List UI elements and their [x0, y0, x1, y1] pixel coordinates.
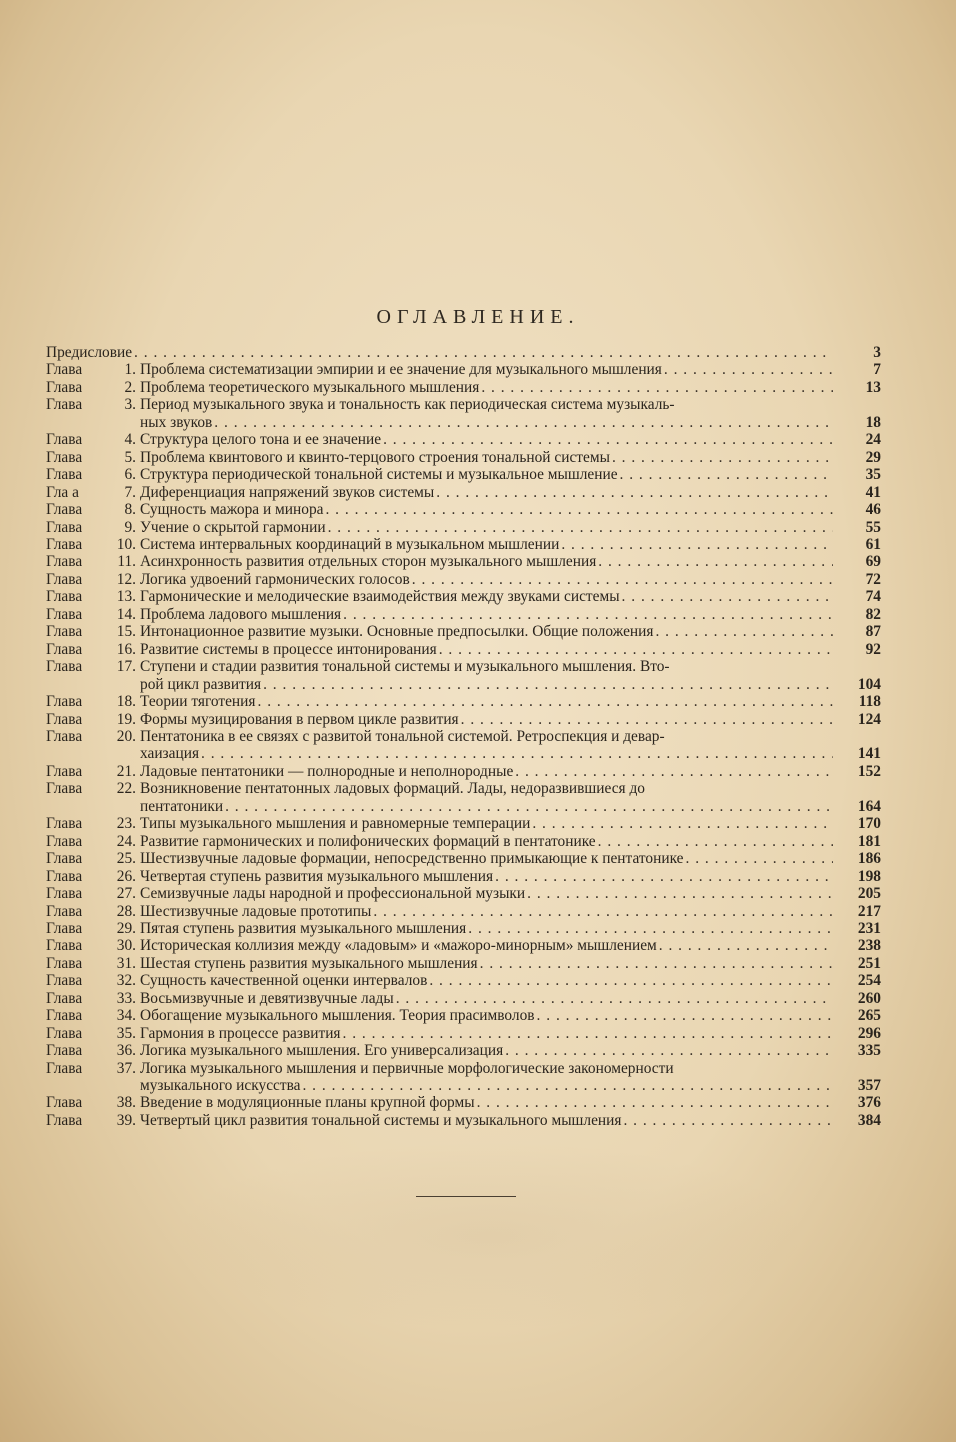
- chapter-label: Глава: [46, 954, 83, 972]
- chapter-number: 36.: [116, 1042, 136, 1060]
- dot-leader: [515, 763, 833, 780]
- toc-entry-title: Развитие гармонических и полифонических формаций в пентатонике: [140, 832, 596, 850]
- chapter-number: 15.: [116, 623, 136, 641]
- toc-page-number: 238: [857, 937, 881, 955]
- chapter-number: 34.: [116, 1007, 136, 1025]
- toc-entry-title: Структура периодической тональной системы и музыкальное мышление: [140, 466, 618, 484]
- toc-entry: [46, 711, 881, 728]
- toc-page-number: 217: [857, 902, 881, 920]
- chapter-number: 38.: [116, 1094, 136, 1112]
- toc-page-number: 170: [857, 815, 881, 833]
- dot-leader: [686, 850, 834, 867]
- toc-entry-title: Структура целого тона и ее значение: [140, 431, 382, 449]
- toc-entry: [46, 1112, 881, 1129]
- chapter-label: Глава: [46, 466, 83, 484]
- chapter-label: Глава: [46, 553, 83, 571]
- dot-leader: [429, 972, 833, 989]
- chapter-number: 26.: [116, 867, 136, 885]
- toc-entry-title: ных звуков: [140, 413, 213, 431]
- toc-page-number: 254: [857, 972, 881, 990]
- toc-page-number: 72: [865, 570, 881, 588]
- toc-entry: [46, 623, 881, 640]
- toc-page-number: 3: [873, 344, 881, 361]
- toc-entry: [46, 606, 881, 623]
- toc-entry-title: Интонационное развитие музыки. Основные предпосылки. Общие положения: [140, 623, 654, 641]
- chapter-label: Глава: [46, 815, 83, 833]
- toc-entry-title: Введение в модуляционные планы крупной формы: [140, 1094, 475, 1112]
- dot-leader: [396, 990, 833, 1007]
- toc-entry: [46, 484, 881, 501]
- toc-entry-title: музыкального искусства: [140, 1077, 301, 1095]
- toc-entry-title: Шестизвучные ладовые формации, непосредственно примыкающие к пентатонике: [140, 850, 684, 868]
- toc-entry-title: Возникновение пентатонных ладовых формаций. Лады, недоразвившиеся до: [140, 780, 645, 798]
- chapter-label: Глава: [46, 902, 83, 920]
- chapter-label: Глава: [46, 570, 83, 588]
- toc-entry: [46, 885, 881, 902]
- toc-entry: [46, 972, 881, 989]
- dot-leader: [495, 868, 833, 885]
- chapter-label: Глава: [46, 710, 83, 728]
- dot-leader: [527, 885, 833, 902]
- chapter-number: 22.: [116, 780, 136, 798]
- toc-entry: [46, 1025, 881, 1042]
- dot-leader: [461, 711, 833, 728]
- toc-entry-title: Сущность мажора и минора: [140, 501, 324, 519]
- divider-rule: [416, 1196, 516, 1197]
- chapter-label: Глава: [46, 762, 83, 780]
- toc-entry: [46, 1094, 881, 1111]
- toc-entry: [46, 449, 881, 466]
- toc-entry-title: Пентатоника в ее связях с развитой тональной системой. Ретроспекция и девар-: [140, 727, 665, 745]
- dot-leader: [598, 833, 833, 850]
- toc-entry-title: Проблема ладового мышления: [140, 605, 342, 623]
- chapter-label: Глава: [46, 431, 83, 449]
- dot-leader: [659, 937, 833, 954]
- chapter-label: Гла а: [46, 483, 79, 501]
- chapter-number: 20.: [116, 727, 136, 745]
- dot-leader: [598, 553, 833, 570]
- toc-page-number: 55: [865, 518, 881, 536]
- chapter-number: 32.: [116, 972, 136, 990]
- toc-entry: [46, 588, 881, 605]
- chapter-number: 24.: [116, 832, 136, 850]
- toc-page-number: 69: [865, 553, 881, 571]
- toc-entry: [46, 553, 881, 570]
- chapter-label: Глава: [46, 378, 83, 396]
- chapter-label: Глава: [46, 605, 83, 623]
- toc-entry-title: Период музыкального звука и тональность как периодическая система музыкаль-: [140, 396, 675, 414]
- dot-leader: [325, 501, 833, 518]
- toc-entry: [46, 903, 881, 920]
- dot-leader: [302, 1077, 833, 1094]
- toc-entry-title: пентатоники: [140, 797, 224, 815]
- toc-entry-title: Гармония в процессе развития: [140, 1024, 341, 1042]
- toc-page-number: 205: [857, 885, 881, 903]
- chapter-label: Глава: [46, 361, 83, 379]
- chapter-number: 4.: [124, 431, 136, 449]
- dot-leader: [622, 588, 833, 605]
- toc-entry-title: Сущность качественной оценки интервалов: [140, 972, 428, 990]
- chapter-label: Глава: [46, 1024, 83, 1042]
- dot-leader: [505, 1042, 833, 1059]
- toc-entry: [46, 920, 881, 937]
- toc-entry: [46, 466, 881, 483]
- chapter-number: 27.: [116, 885, 136, 903]
- toc-page-number: 82: [865, 605, 881, 623]
- toc-entry: [46, 571, 881, 588]
- paper-stain: [170, 1140, 810, 1330]
- table-of-contents: [46, 344, 881, 1129]
- chapter-number: 8.: [124, 501, 136, 519]
- toc-page-number: 141: [857, 745, 881, 763]
- chapter-label: Глава: [46, 588, 83, 606]
- toc-page-number: 118: [858, 693, 881, 711]
- toc-entry: [46, 763, 881, 780]
- chapter-label: Глава: [46, 1059, 83, 1077]
- toc-page-number: 46: [865, 501, 881, 519]
- toc-page-number: 260: [857, 989, 881, 1007]
- dot-leader: [373, 903, 833, 920]
- dot-leader: [480, 955, 833, 972]
- chapter-label: Глава: [46, 448, 83, 466]
- toc-page-number: 74: [865, 588, 881, 606]
- toc-entry-title: Четвертый цикл развития тональной системы и музыкального мышления: [140, 1111, 622, 1129]
- chapter-label: Глава: [46, 850, 83, 868]
- toc-entry-title: Шестизвучные ладовые прототипы: [140, 902, 372, 920]
- toc-entry-title: Учение о скрытой гармонии: [140, 518, 326, 536]
- toc-page-number: 181: [857, 832, 881, 850]
- dot-leader: [537, 1007, 833, 1024]
- toc-entry-title: Типы музыкального мышления и равномерные темперации: [140, 815, 531, 833]
- dot-leader: [134, 344, 833, 361]
- toc-entry-title: Проблема теоретического музыкального мышления: [140, 378, 480, 396]
- toc-page-number: 152: [857, 762, 881, 780]
- toc-entry-title: Система интервальных координаций в музыкальном мышлении: [140, 535, 560, 553]
- chapter-number: 35.: [116, 1024, 136, 1042]
- toc-page-number: 376: [857, 1094, 881, 1112]
- chapter-label: Глава: [46, 518, 83, 536]
- toc-entry-title: Ступени и стадии развития тональной системы и музыкального мышления. Вто-: [140, 658, 670, 676]
- toc-entry: [46, 955, 881, 972]
- dot-leader: [664, 361, 833, 378]
- toc-entry: [46, 850, 881, 867]
- toc-entry-title: Четвертая ступень развития музыкального мышления: [140, 867, 494, 885]
- chapter-number: 28.: [116, 902, 136, 920]
- toc-page-number: 186: [857, 850, 881, 868]
- dot-leader: [263, 676, 833, 693]
- toc-page-number: 13: [865, 378, 881, 396]
- dot-leader: [561, 536, 833, 553]
- chapter-label: Глава: [46, 885, 83, 903]
- toc-entry: [46, 833, 881, 850]
- toc-page-number: 384: [857, 1111, 881, 1129]
- toc-entry-title: Проблема систематизации эмпирии и ее значение для музыкального мышления: [140, 361, 662, 379]
- toc-page-number: 29: [865, 448, 881, 466]
- toc-entry-title: Гармонические и мелодические взаимодействия между звуками системы: [140, 588, 620, 606]
- chapter-number: 10.: [116, 535, 136, 553]
- toc-entry-title: Логика музыкального мышления. Его универсализация: [140, 1042, 504, 1060]
- dot-leader: [214, 414, 833, 431]
- chapter-number: 3.: [124, 396, 136, 414]
- chapter-number: 16.: [116, 640, 136, 658]
- toc-entry: [46, 361, 881, 378]
- chapter-number: 30.: [116, 937, 136, 955]
- toc-entry-title: Логика удвоений гармонических голосов: [140, 570, 410, 588]
- toc-entry-title: Восьмизвучные и девятизвучные лады: [140, 989, 394, 1007]
- chapter-number: 7.: [124, 483, 136, 501]
- dot-leader: [623, 1112, 833, 1129]
- toc-entry: [46, 728, 881, 763]
- toc-entry: [46, 990, 881, 1007]
- toc-entry-title: Семизвучные лады народной и профессиональной музыки: [140, 885, 526, 903]
- toc-page-number: 35: [865, 466, 881, 484]
- toc-page-number: 164: [857, 797, 881, 815]
- chapter-label: Глава: [46, 1094, 83, 1112]
- toc-entry-title: Предисловие: [46, 344, 133, 361]
- chapter-label: Глава: [46, 640, 83, 658]
- toc-page-number: 7: [873, 361, 881, 379]
- chapter-number: 37.: [116, 1059, 136, 1077]
- chapter-label: Глава: [46, 693, 83, 711]
- dot-leader: [328, 519, 833, 536]
- toc-entry-title: Обогащение музыкального мышления. Теория прасимволов: [140, 1007, 535, 1025]
- chapter-number: 12.: [116, 570, 136, 588]
- dot-leader: [468, 920, 833, 937]
- toc-page-number: 251: [857, 954, 881, 972]
- toc-entry-title: Асинхронность развития отдельных сторон музыкального мышления: [140, 553, 597, 571]
- page-title: ОГЛАВЛЕНИЕ.: [376, 306, 580, 328]
- chapter-number: 17.: [116, 658, 136, 676]
- toc-entry: [46, 1060, 881, 1095]
- toc-page-number: 87: [865, 623, 881, 641]
- chapter-number: 29.: [116, 919, 136, 937]
- chapter-number: 1.: [124, 361, 136, 379]
- chapter-label: Глава: [46, 919, 83, 937]
- chapter-label: Глава: [46, 623, 83, 641]
- toc-entry-title: Логика музыкального мышления и первичные морфологические закономерности: [140, 1059, 674, 1077]
- chapter-label: Глава: [46, 658, 83, 676]
- toc-entry: [46, 344, 881, 361]
- toc-entry: [46, 868, 881, 885]
- chapter-number: 23.: [116, 815, 136, 833]
- dot-leader: [481, 379, 833, 396]
- toc-entry: [46, 519, 881, 536]
- toc-entry-title: Формы музицирования в первом цикле развития: [140, 710, 459, 728]
- toc-page-number: 296: [857, 1024, 881, 1042]
- chapter-number: 11.: [117, 553, 136, 571]
- chapter-number: 2.: [124, 378, 136, 396]
- dot-leader: [477, 1094, 833, 1111]
- toc-page-number: 335: [857, 1042, 881, 1060]
- toc-page-number: 92: [865, 640, 881, 658]
- toc-entry-title: Диференциация напряжений звуков системы: [140, 483, 435, 501]
- toc-page-number: 198: [857, 867, 881, 885]
- toc-entry: [46, 431, 881, 448]
- toc-entry-title: рой цикл развития: [140, 675, 262, 693]
- chapter-label: Глава: [46, 937, 83, 955]
- toc-entry-title: Развитие системы в процессе интонирования: [140, 640, 437, 658]
- chapter-number: 18.: [116, 693, 136, 711]
- chapter-label: Глава: [46, 989, 83, 1007]
- toc-entry: [46, 937, 881, 954]
- dot-leader: [620, 466, 833, 483]
- toc-entry: [46, 379, 881, 396]
- chapter-number: 9.: [124, 518, 136, 536]
- toc-page-number: 24: [865, 431, 881, 449]
- toc-entry-title: Ладовые пентатоники — полнородные и неполнородные: [140, 762, 514, 780]
- chapter-number: 21.: [116, 762, 136, 780]
- chapter-number: 19.: [116, 710, 136, 728]
- dot-leader: [612, 449, 833, 466]
- toc-page-number: 231: [857, 919, 881, 937]
- toc-entry: [46, 396, 881, 431]
- toc-entry: [46, 536, 881, 553]
- toc-entry: [46, 1007, 881, 1024]
- toc-page-number: 124: [857, 710, 881, 728]
- dot-leader: [201, 745, 833, 762]
- dot-leader: [655, 623, 833, 640]
- chapter-label: Глава: [46, 780, 83, 798]
- toc-page-number: 104: [857, 675, 881, 693]
- toc-page-number: 61: [865, 535, 881, 553]
- dot-leader: [343, 1025, 833, 1042]
- chapter-label: Глава: [46, 972, 83, 990]
- toc-page-number: 41: [865, 483, 881, 501]
- toc-page-number: 357: [857, 1077, 881, 1095]
- chapter-label: Глава: [46, 535, 83, 553]
- dot-leader: [439, 641, 833, 658]
- toc-entry-title: Проблема квинтового и квинто-терцового строения тональной системы: [140, 448, 610, 466]
- chapter-label: Глава: [46, 501, 83, 519]
- chapter-number: 31.: [116, 954, 136, 972]
- toc-entry: [46, 501, 881, 518]
- dot-leader: [258, 693, 834, 710]
- chapter-number: 5.: [124, 448, 136, 466]
- dot-leader: [225, 798, 833, 815]
- chapter-label: Глава: [46, 396, 83, 414]
- chapter-label: Глава: [46, 832, 83, 850]
- dot-leader: [532, 815, 833, 832]
- chapter-number: 25.: [116, 850, 136, 868]
- chapter-number: 13.: [116, 588, 136, 606]
- toc-entry-title: хаизация: [140, 745, 200, 763]
- chapter-label: Глава: [46, 1007, 83, 1025]
- toc-entry-title: Шестая ступень развития музыкального мышления: [140, 954, 478, 972]
- chapter-label: Глава: [46, 867, 83, 885]
- dot-leader: [343, 606, 833, 623]
- dot-leader: [436, 484, 833, 501]
- chapter-number: 39.: [116, 1111, 136, 1129]
- dot-leader: [383, 431, 833, 448]
- toc-entry-title: Историческая коллизия между «ладовым» и «мажоро-минорным» мышлением: [140, 937, 657, 955]
- dot-leader: [412, 571, 833, 588]
- toc-entry: [46, 1042, 881, 1059]
- toc-entry-title: Пятая ступень развития музыкального мышления: [140, 919, 467, 937]
- chapter-number: 6.: [124, 466, 136, 484]
- chapter-label: Глава: [46, 1111, 83, 1129]
- toc-entry: [46, 658, 881, 693]
- chapter-number: 14.: [116, 605, 136, 623]
- toc-page-number: 18: [865, 413, 881, 431]
- toc-entry: [46, 693, 881, 710]
- toc-page-number: 265: [857, 1007, 881, 1025]
- toc-entry: [46, 815, 881, 832]
- toc-entry: [46, 641, 881, 658]
- toc-entry-title: Теории тяготения: [140, 693, 256, 711]
- chapter-number: 33.: [116, 989, 136, 1007]
- chapter-label: Глава: [46, 727, 83, 745]
- chapter-label: Глава: [46, 1042, 83, 1060]
- toc-entry: [46, 780, 881, 815]
